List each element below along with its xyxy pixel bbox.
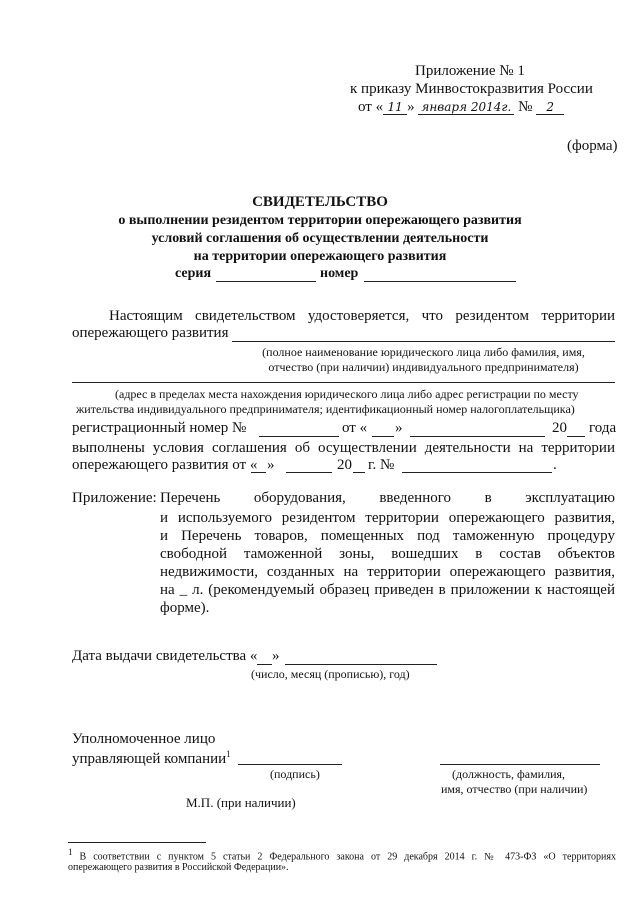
reg-date-year-word: года [589,420,617,436]
conditions-date-close: » [267,457,275,473]
title-line-3: условий соглашения об осуществлении деятельности [151,231,489,246]
reg-date-open-quote: от « [342,420,368,436]
appendix-line-4: свободной таможенной зоны, вошедших в состав объектов [160,546,615,562]
conditions-period: . [553,457,557,473]
footnote-line-1 [68,847,616,862]
conditions-year-prefix: 20 [337,457,352,473]
reg-date-year-field [567,436,585,437]
form-label: (форма) [567,138,618,154]
appendix-line-2: и используемого резидентом территории опережающего развития, [160,510,615,526]
order-number-value: 2 [536,100,564,115]
appendix-label: Приложение: [72,490,157,506]
issue-date-day-field [257,664,272,665]
appendix-line-3: и Перечень товаров, помещенных под таможенную процедуру [160,528,615,544]
series-field [216,281,316,282]
order-date-month-year: января 2014г. [418,100,514,115]
signature-hint: (подпись) [270,767,320,781]
issue-date-label: Дата выдачи свидетельства « [72,648,258,664]
stamp-placeholder: М.П. (при наличии) [186,795,296,810]
order-date-prefix: от « [358,99,384,115]
issue-date-text-field [285,664,437,665]
reg-date-year-prefix: 20 [552,420,567,436]
resident-address-hint-2: жительства индивидуального предпринимателя; идентификационный номер налогоплательщика) [76,402,575,416]
order-date-line [358,99,564,116]
conditions-date-open: опережающего развития от « [72,457,258,473]
order-date-day: 11 [383,100,407,115]
appendix-line-1: Перечень оборудования, введенного в эксплуатацию [160,490,615,506]
footnote-reference: 1 [226,749,231,759]
resident-name-hint-2: отчество (при наличии) индивидуального предпринимателя) [268,360,579,374]
order-date-mid: » [407,99,415,115]
document-title: СВИДЕТЕЛЬСТВО [252,194,388,210]
title-line-4: на территории опережающего развития [193,249,447,264]
authorized-person-company: управляющей компании [72,751,227,767]
number-label: номер [320,266,359,281]
resident-address-field [72,382,615,383]
certify-line-1: Настоящим свидетельством удостоверяется, что резидентом территории [109,308,615,324]
appendix-line-5: недвижимости, созданных на территории опережающего развития, [160,564,615,580]
resident-name-field [232,341,615,342]
issue-date-hint: (число, месяц (прописью), год) [251,667,410,681]
footnote-text-1: В соответствии с пунктом 5 статьи 2 Федерального закона от 29 декабря 2014 г. № 473-ФЗ «О территориях [79,851,617,863]
position-name-field [440,764,600,765]
conditions-year-field [353,472,365,473]
number-field [364,281,516,282]
signature-field [238,764,342,765]
position-hint-2: имя, отчество (при наличии) [441,782,588,796]
footnote-line-2: опережающего развития в Российской Федерации». [68,862,289,873]
title-line-2: о выполнении резидентом территории опережающего развития [118,213,522,228]
authorized-person-line-1: Уполномоченное лицо [72,731,216,747]
order-reference: к приказу Минвостокразвития России [350,81,593,97]
conditions-number-label: г. № [368,457,395,473]
reg-date-close-quote: » [395,420,403,436]
resident-address-hint-1: (адрес в пределах места нахождения юридического лица либо адрес регистрации по месту [115,387,579,401]
reg-number-label: регистрационный номер № [72,420,247,436]
appendix-line-6: на _ л. (рекомендуемый образец приведен в приложении к настоящей [160,582,615,598]
resident-name-hint-1: (полное наименование юридического лица либо фамилия, имя, [262,345,585,359]
conditions-line-1: выполнены условия соглашения об осуществлении деятельности на территории [72,440,615,456]
conditions-month-field [286,472,332,473]
appendix-line-7: форме). [160,600,210,616]
conditions-number-field [402,472,552,473]
reg-date-month-field [410,436,545,437]
order-number-label: № [518,99,533,115]
appendix-number: Приложение № 1 [415,63,525,79]
series-label: серия [175,266,212,281]
reg-number-field [259,436,339,437]
issue-date-close-quote: » [272,648,280,664]
reg-date-day-field [372,436,394,437]
footnote-mark: 1 [68,847,73,857]
conditions-day-field [251,472,266,473]
certify-line-2: опережающего развития [72,325,229,341]
position-hint-1: (должность, фамилия, [452,767,566,781]
authorized-person-line-2 [72,749,231,768]
footnote-separator [68,842,206,843]
